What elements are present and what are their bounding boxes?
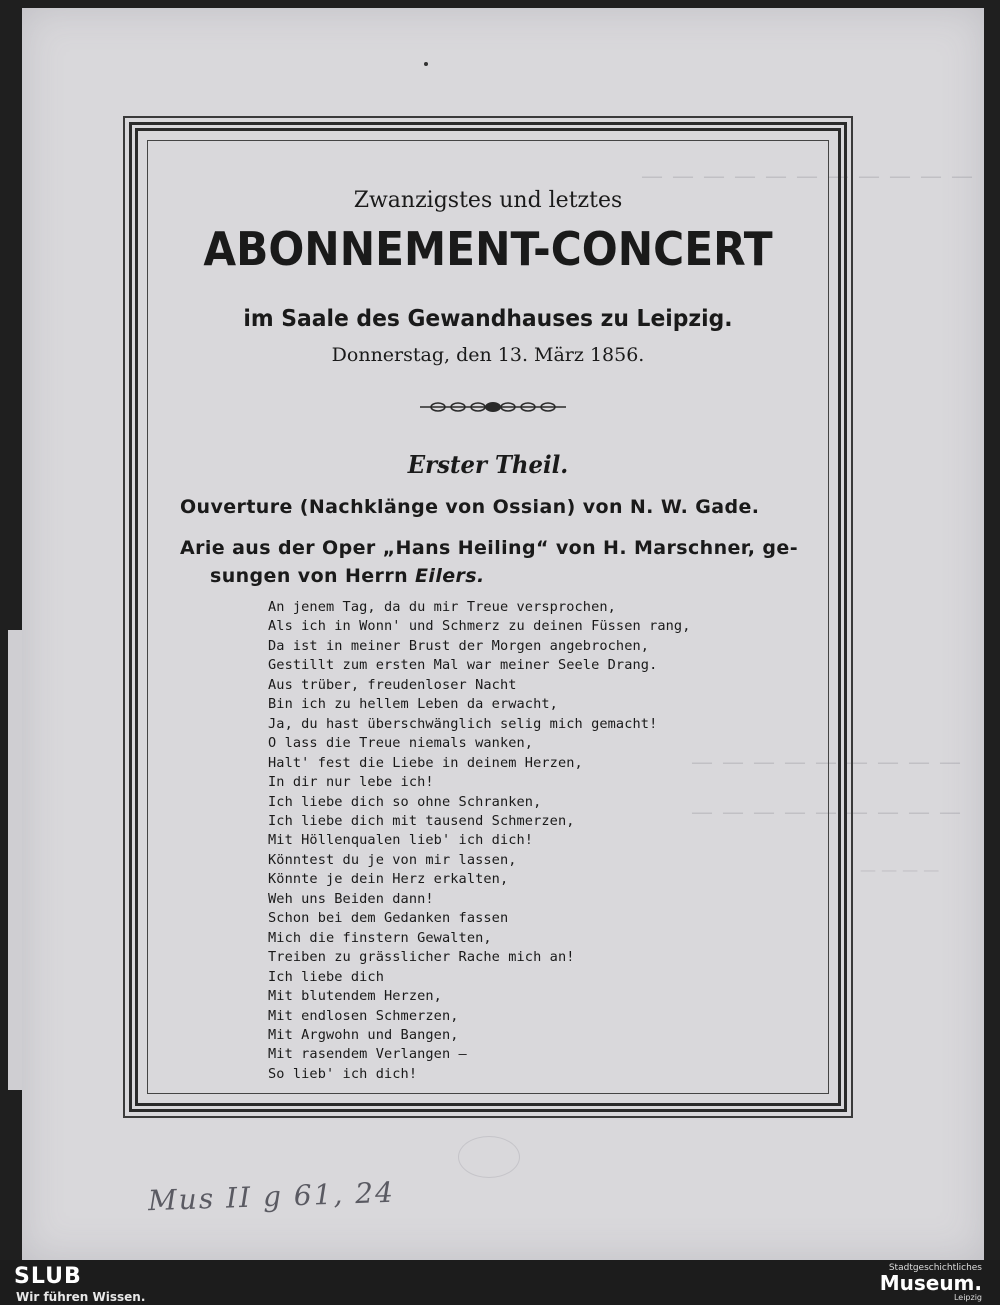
program-item-overture: Ouverture (Nachklänge von Ossian) von N. W. Gade. [180,496,760,518]
shelfmark-handwritten: Mus II g 61, 24 [147,1175,396,1218]
lyric-line: Als ich in Wonn' und Schmerz zu deinen Füssen rang, [268,618,691,635]
lyric-line: Mit Höllenqualen lieb' ich dich! [268,832,534,849]
aria-lyrics [268,598,691,1084]
venue: im Saale des Gewandhauses zu Leipzig. [243,306,733,332]
lyric-line: Bin ich zu hellem Leben da erwacht, [268,696,558,713]
aria-performer-prefix: sungen von Herrn [210,565,409,587]
aria-singer: Eilers. [415,565,485,587]
ornament-divider [418,398,568,416]
lyric-line: Schon bei dem Gedanken fassen [268,910,509,927]
museum-city: Leipzig [953,1293,982,1302]
lyric-line: Könnte je dein Herz erkalten, [268,871,509,888]
lyric-line: Treiben zu grässlicher Rache mich an! [268,949,575,966]
slub-logo[interactable]: SLUB [14,1264,82,1289]
lyric-line: Mit rasendem Verlangen — [268,1046,467,1063]
bleed-through: — — — — — — — — — — — [640,164,973,189]
lyric-line: An jenem Tag, da du mir Treue versprochen, [268,599,616,615]
bleed-through: — — — — [860,860,940,879]
bleed-through: — — — — — — — — — [690,750,961,775]
program-item-aria-cont [210,565,485,587]
museum-pre: Stadtgeschichtliches [888,1263,982,1273]
lyric-line: Mit endlosen Schmerzen, [268,1007,459,1024]
concert-subtitle: Zwanzigstes und letztes [353,188,623,213]
lyric-line: Mit Argwohn und Bangen, [268,1026,459,1043]
lyric-line: Mich die finstern Gewalten, [268,929,492,946]
lyric-line: O lass die Treue niemals wanken, [268,735,534,752]
lyric-line: Könntest du je von mir lassen, [268,851,517,868]
lyric-line: So lieb' ich dich! [268,1065,418,1082]
bleed-through: — — — — — — — — — [690,800,961,825]
museum-logo[interactable] [880,1263,982,1302]
lyric-line: Da ist in meiner Brust der Morgen angebrochen, [268,637,650,654]
library-stamp [458,1136,520,1178]
slub-tagline: Wir führen Wissen. [16,1290,146,1304]
lyric-line: Ich liebe dich [268,968,384,985]
program-item-aria: Arie aus der Oper „Hans Heiling“ von H. Marschner, ge- [180,537,798,559]
lyric-line: Halt' fest die Liebe in deinem Herzen, [268,754,583,771]
viewer-footer [0,1260,1000,1305]
lyric-line: Ich liebe dich mit tausend Schmerzen, [268,812,575,829]
lyric-line: Gestillt zum ersten Mal war meiner Seele Drang. [268,657,658,674]
lyric-line: Aus trüber, freudenloser Nacht [268,676,517,693]
pin-hole [424,62,428,66]
part-heading: Erster Theil. [407,450,569,479]
concert-title: ABONNEMENT-CONCERT [203,222,773,276]
museum-name: Museum. [879,1271,982,1295]
concert-date: Donnerstag, den 13. März 1856. [331,344,645,366]
lyric-line: Ich liebe dich so ohne Schranken, [268,793,542,810]
lyric-line: Mit blutendem Herzen, [268,988,442,1005]
lyric-line: Ja, du hast überschwänglich selig mich gemacht! [268,715,658,732]
lyric-line: Weh uns Beiden dann! [268,890,434,907]
lyric-line: In dir nur lebe ich! [268,774,434,791]
